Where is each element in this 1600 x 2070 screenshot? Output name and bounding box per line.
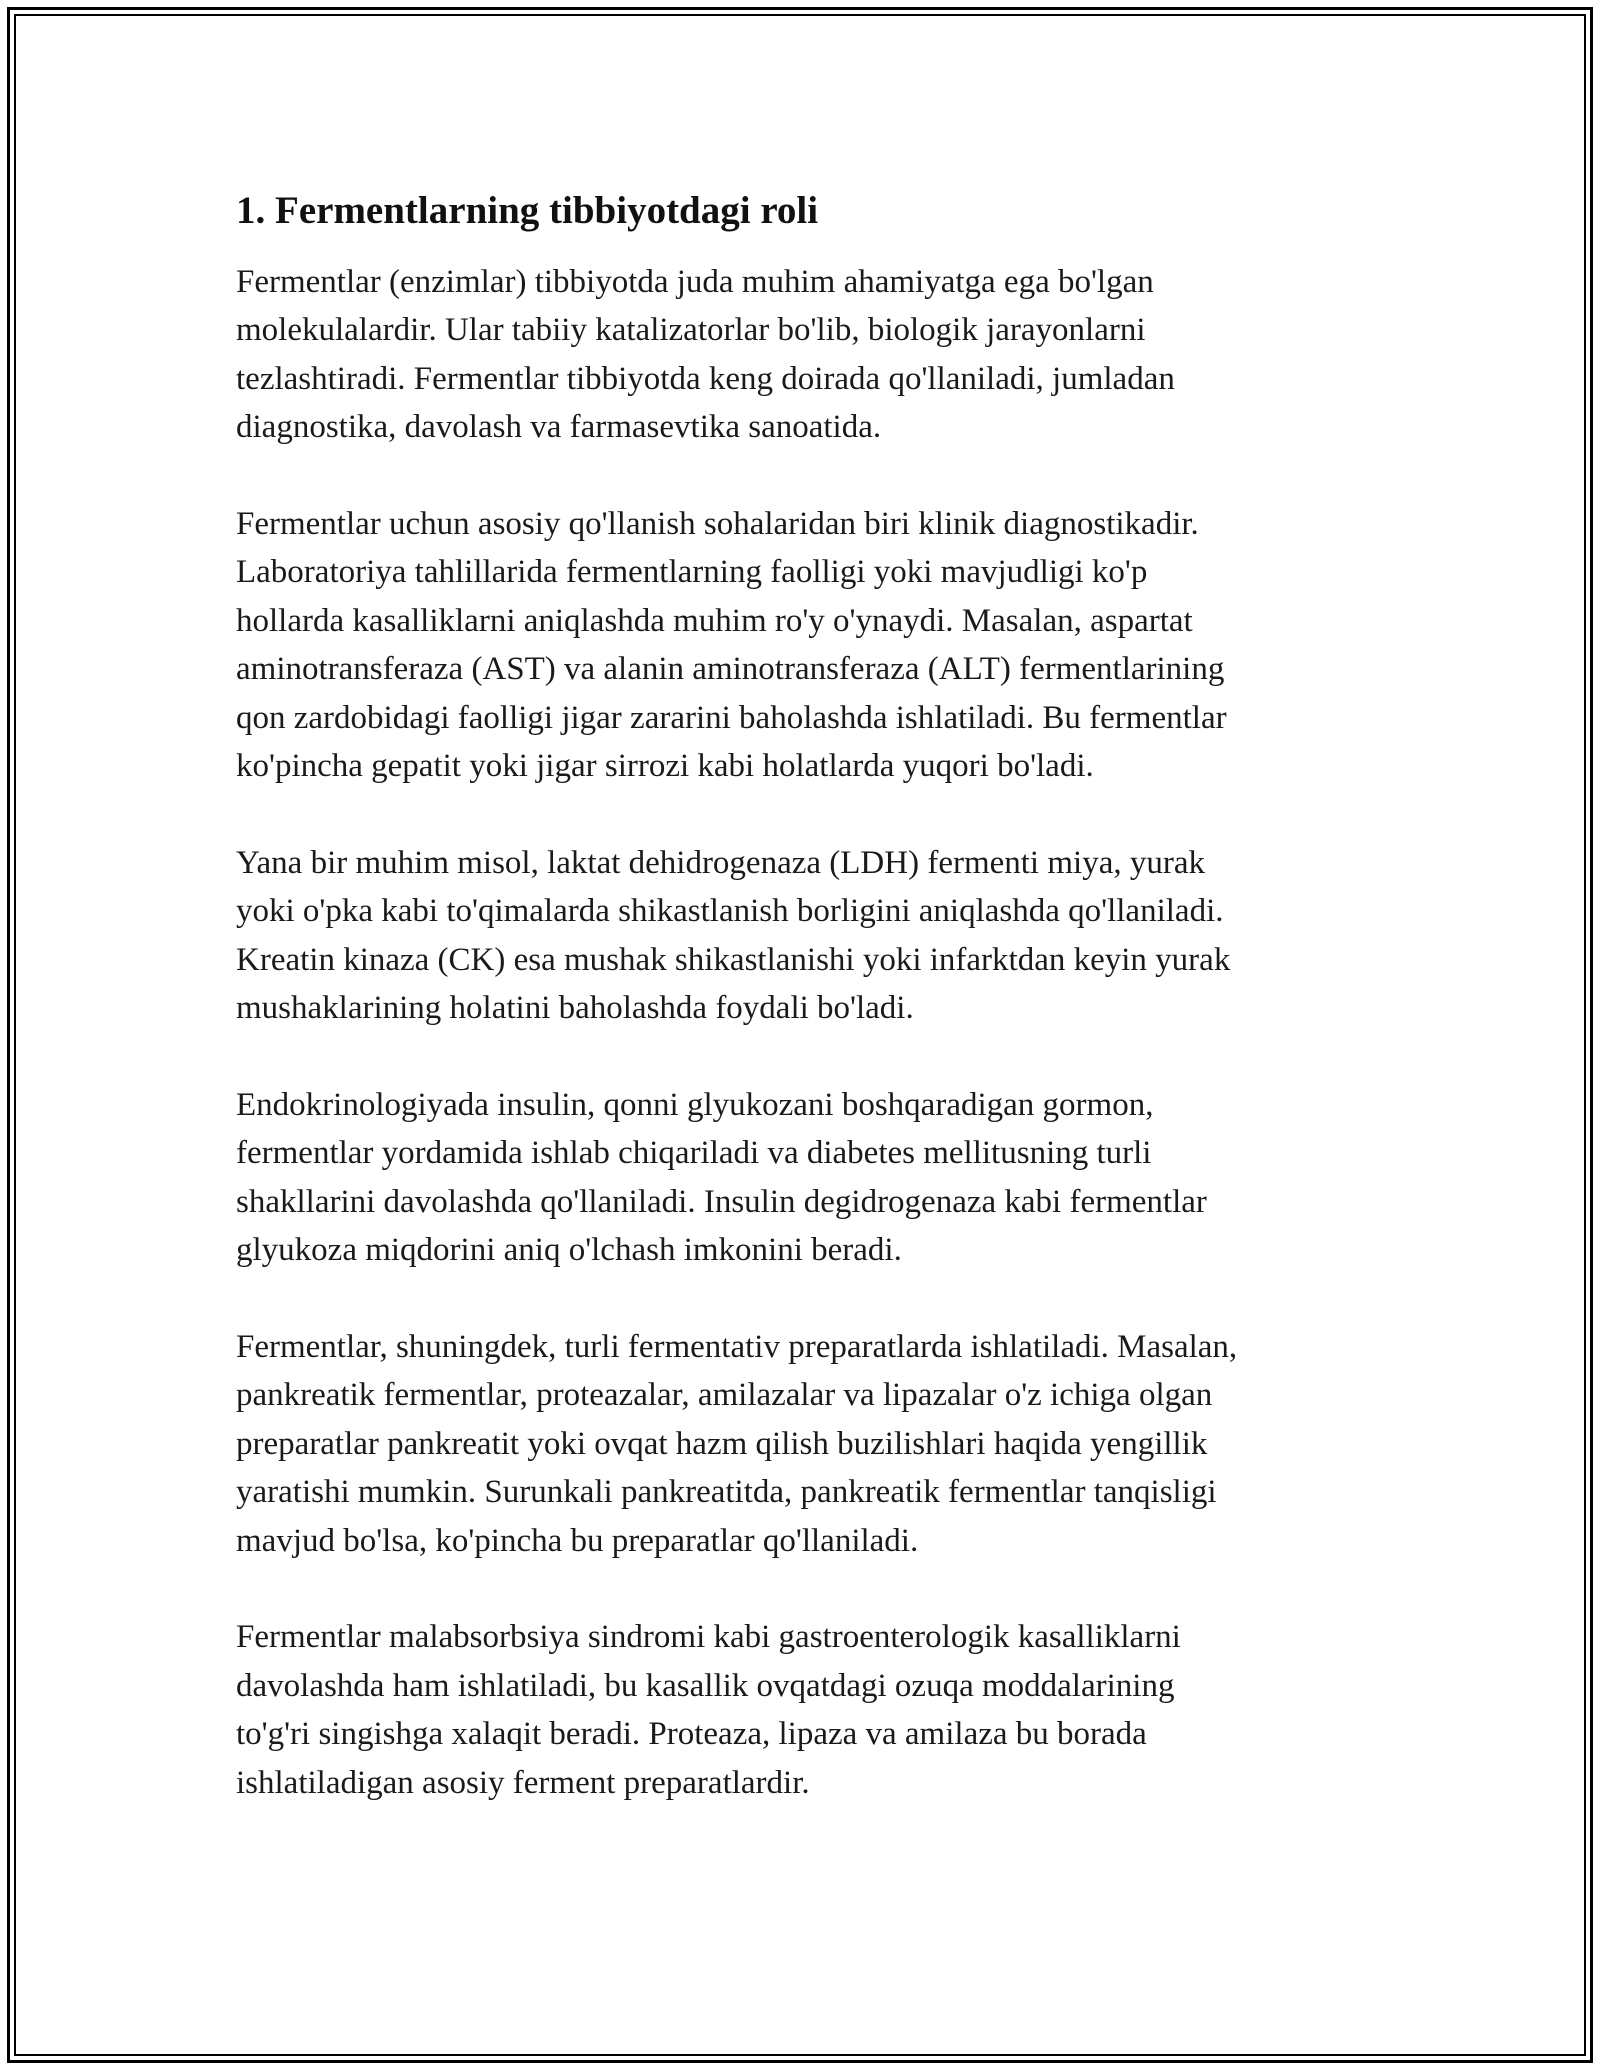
paragraph-1: Fermentlar (enzimlar) tibbiyotda juda muhim ahamiyatga ega bo'lgan molekulalardir. Ular tabiiy katalizatorlar bo'lib, biologik jarayonlarni tezlashtiradi. Fermentlar tibbiyotda keng doirada qo'llaniladi, jumladan diagnostika, davolash va farmasevtika sanoatida.	[236, 264, 1175, 446]
document-body	[236, 186, 1366, 1855]
paragraph-3: Yana bir muhim misol, laktat dehidrogenaza (LDH) fermenti miya, yurak yoki o'pka kabi to'qimalarda shikastlanish borligini aniqlashda qo'llaniladi. Kreatin kinaza (CK) esa mushak shikastlanishi yoki infarktdan keyin yurak mushaklarining holatini baholashda foydali bo'ladi.	[236, 844, 1231, 1027]
section-heading: 1. Fermentlarning tibbiyotdagi roli	[236, 189, 819, 232]
paragraph-6: Fermentlar malabsorbsiya sindromi kabi gastroenterologik kasalliklarni davolashda ham ishlatiladi, bu kasallik ovqatdagi ozuqa moddalarining to'g'ri singishga xalaqit beradi. Proteaza, lipaza va amilaza bu borada ishlatiladigan asosiy ferment preparatlardir.	[236, 1619, 1181, 1801]
paragraph-4: Endokrinologiyada insulin, qonni glyukozani boshqaradigan gormon, fermentlar yordamida ishlab chiqariladi va diabetes mellitusning turli shakllarini davolashda qo'llaniladi. Insulin degidrogenaza kabi fermentlar glyukoza miqdorini aniq o'lchash imkonini beradi.	[236, 1086, 1207, 1269]
paragraph-5: Fermentlar, shuningdek, turli fermentativ preparatlarda ishlatiladi. Masalan, pankreatik fermentlar, proteazalar, amilazalar va lipazalar o'z ichiga olgan preparatlar pankreatit yoki ovqat hazm qilish buzilishlari haqida yengillik yaratishi mumkin. Surunkali pankreatitda, pankreatik fermentlar tanqisligi mavjud bo'lsa, ko'pincha bu preparatlar qo'llaniladi.	[236, 1328, 1238, 1559]
paragraph-2: Fermentlar uchun asosiy qo'llanish sohalaridan biri klinik diagnostikadir. Laboratoriya tahlillarida fermentlarning faolligi yoki mavjudligi ko'p hollarda kasalliklarni aniqlashda muhim ro'y o'ynaydi. Masalan, aspartat aminotransferaza (AST) va alanin aminotransferaza (ALT) fermentlarining qon zardobidagi faolligi jigar zararini baholashda ishlatiladi. Bu fermentlar ko'pincha gepatit yoki jigar sirrozi kabi holatlarda yuqori bo'ladi.	[236, 506, 1227, 785]
